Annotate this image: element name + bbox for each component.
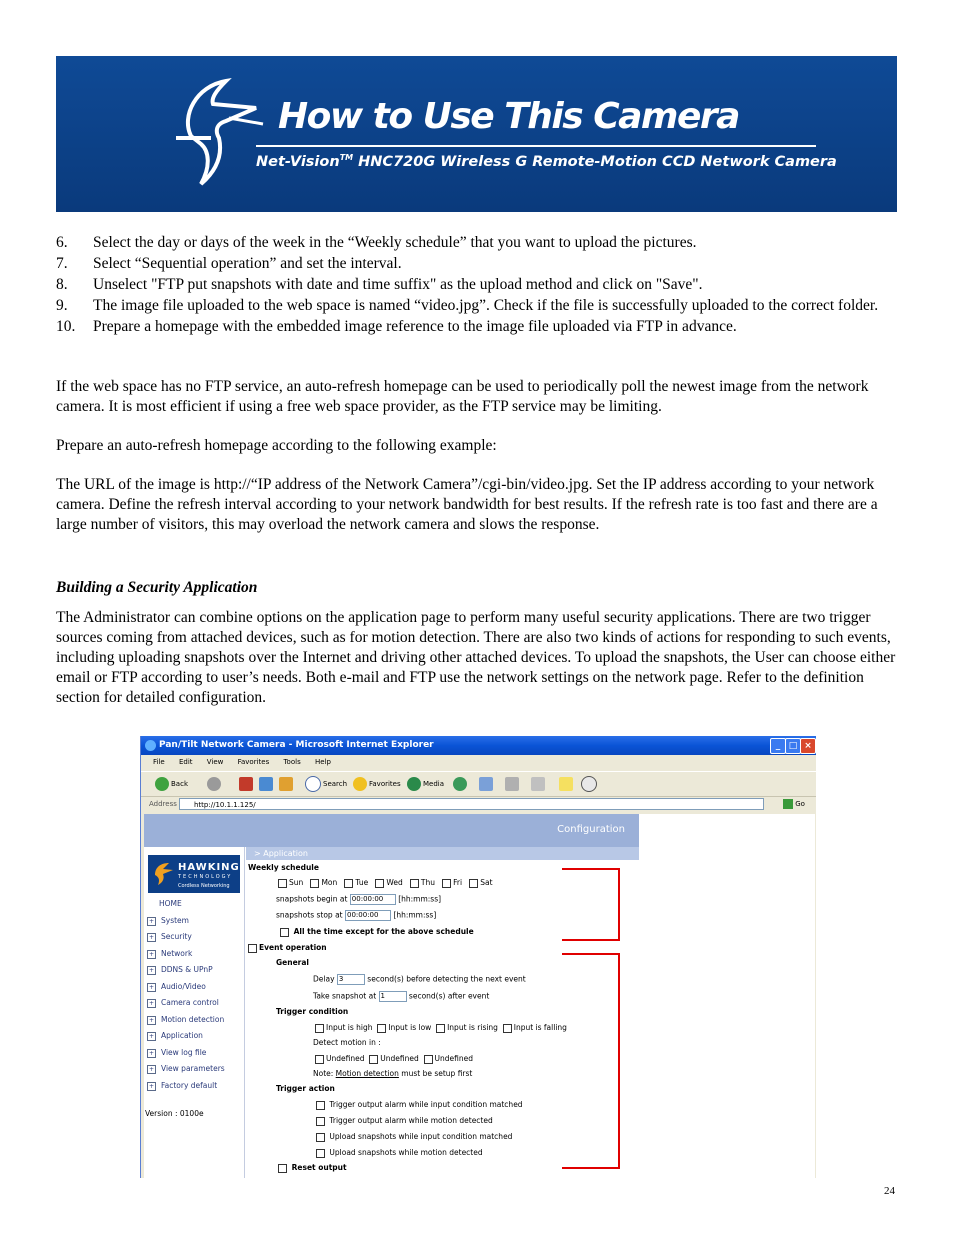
expand-icon: + [148,1016,155,1024]
motion-detection-link[interactable]: Motion detection [335,1069,399,1078]
minimize-button[interactable]: _ [770,738,786,754]
weekly-schedule-label: Weekly schedule [248,863,319,872]
page-content [144,814,815,1178]
checkbox-mon[interactable] [310,879,319,888]
expand-icon: + [148,966,155,974]
sidebar-item-system[interactable]: + System [148,916,189,925]
sidebar-item-security[interactable]: + Security [148,932,192,941]
configuration-title: Configuration [557,824,625,835]
begin-time-input[interactable]: 00:00:00 [350,894,396,905]
stop-time-input[interactable]: 00:00:00 [345,910,391,921]
address-label: Address [149,800,177,808]
list-item: 8. Unselect "FTP put snapshots with date and time suffix" as the upload method and click on "Save". [56,276,703,293]
all-time-row: All the time except for the above schedule [280,927,474,937]
menu-favorites[interactable]: Favorites [237,758,270,766]
expand-icon: + [148,1065,155,1073]
checkbox-input-high[interactable] [315,1024,324,1033]
home-button[interactable] [279,776,295,792]
paragraph: The Administrator can combine options on the application page to perform many useful security applications. There are two trigger sources coming from attached devices, such as for motion detection. There are also two kinds of actions for responding to such events, including uploading snapshots over the Internet and driving other attached devices. To upload the snapshots, the User can choose either email or FTP according to user’s needs. Both e-mail and FTP use the network settings on the network page. Refer to the definition section for detailed configuration. [56,609,896,706]
take-snapshot-input[interactable]: 1 [379,991,407,1002]
paragraph: The URL of the image is http://“IP address of the Network Camera”/cgi-bin/video.jpg. Set the IP address according to your network camera. Define the refresh interval according to your network bandwidth for best results. If the refresh rate is too fast and there are a large number of visitors, this may overload the network camera and slows the response. [56,476,878,533]
expand-icon: + [148,933,155,941]
notes-icon [559,777,573,791]
edit-icon [531,777,545,791]
go-button[interactable]: Go [783,796,805,813]
ie-icon [145,740,156,751]
sidebar-item-factory-default[interactable]: + Factory default [148,1081,218,1090]
sidebar-item-application[interactable]: + Application [148,1031,203,1040]
red-bracket-event [562,953,620,1169]
notes-button[interactable] [559,776,575,792]
refresh-icon [259,777,273,791]
expand-icon: + [148,917,155,925]
hawk-icon [153,861,175,887]
list-item: 10. Prepare a homepage with the embedded image reference to the image file uploaded via FTP in advance. [56,318,737,335]
sidebar-item-ddns[interactable]: + DDNS & UPnP [148,965,213,974]
stop-row: snapshots stop at 00:00:00 [hh:mm:ss] [276,910,437,920]
header-banner [56,56,897,212]
configuration-bar [144,814,639,847]
menu-help[interactable]: Help [314,758,331,766]
checkbox-event-operation[interactable] [248,944,257,953]
back-icon [155,777,169,791]
expand-icon: + [148,983,155,991]
checkbox-undefined-3[interactable] [424,1055,433,1064]
forward-icon [207,777,221,791]
refresh-button[interactable] [259,776,275,792]
banner-title: How to Use This Camera [278,96,739,137]
sidebar [144,847,245,1178]
expand-icon: + [148,1049,155,1057]
menu-bar [141,755,816,770]
search-button[interactable]: Search [305,776,347,792]
general-label: General [276,958,309,967]
address-input[interactable]: http://10.1.1.125/ [179,798,764,810]
hawk-logo-icon [171,76,271,191]
checkbox-undefined-2[interactable] [369,1055,378,1064]
delay-input[interactable]: 3 [337,974,365,985]
days-row: Sun Mon Tue Wed Thu Fri Sat [278,878,493,888]
edit-button[interactable] [531,776,547,792]
trigger-condition-label: Trigger condition [276,1007,349,1016]
print-button[interactable] [505,776,521,792]
forward-button[interactable] [207,776,223,792]
stop-button[interactable] [239,776,255,792]
toolbar [141,771,816,797]
action-row: Upload snapshots while input condition matched [316,1132,512,1142]
note-row: Note: Motion detection must be setup first [313,1069,473,1078]
go-icon [783,799,793,809]
list-item: 7. Select “Sequential operation” and set the interval. [56,255,402,272]
delay-row: Delay 3 second(s) before detecting the next event [313,974,526,984]
expand-icon: + [148,1082,155,1090]
home-icon [279,777,293,791]
page-number: 24 [884,1185,895,1197]
print-icon [505,777,519,791]
checkbox-action-2[interactable] [316,1117,325,1126]
media-icon [407,777,421,791]
history-button[interactable] [453,776,469,792]
menu-view[interactable]: View [206,758,224,766]
begin-row: snapshots begin at 00:00:00 [hh:mm:ss] [276,894,442,904]
checkbox-fri[interactable] [442,879,451,888]
close-button[interactable]: × [800,738,816,754]
sidebar-item-view-parameters[interactable]: + View parameters [148,1064,225,1073]
checkbox-tue[interactable] [344,879,353,888]
mail-icon [479,777,493,791]
menu-file[interactable]: File [153,758,165,766]
address-bar [141,796,816,813]
event-operation-row: Event operation [248,943,327,953]
checkbox-input-low[interactable] [377,1024,386,1033]
checkbox-all-time[interactable] [280,928,289,937]
checkbox-undefined-1[interactable] [315,1055,324,1064]
media-button[interactable]: Media [407,776,444,792]
back-button[interactable]: Back [155,776,188,792]
messenger-icon [581,776,597,792]
reset-output-row: Reset output [278,1163,347,1173]
checkbox-thu[interactable] [410,879,419,888]
checkbox-reset-output[interactable] [278,1164,287,1173]
sidebar-item-view-log[interactable]: + View log file [148,1048,207,1057]
hawking-logo: HAWKING TECHNOLOGY Cordless Networking [148,855,240,893]
undefined-row: Undefined Undefined Undefined [315,1054,473,1064]
menu-edit[interactable]: Edit [178,758,193,766]
banner-subtitle: Net-Vision™ HNC720G Wireless G Remote-Motion CCD Network Camera [256,153,837,170]
section-bar: > Application [246,847,639,860]
menu-tools[interactable]: Tools [283,758,301,766]
search-icon [305,776,321,792]
section-heading: Building a Security Application [56,579,258,596]
checkbox-input-rising[interactable] [436,1024,445,1033]
browser-screenshot [140,736,816,1178]
sidebar-item-camera-control[interactable]: + Camera control [148,998,219,1007]
sidebar-item-audio-video[interactable]: + Audio/Video [148,982,206,991]
expand-icon: + [148,950,155,958]
conditions-row: Input is high Input is low Input is rising Input is falling [315,1023,567,1033]
history-icon [453,777,467,791]
checkbox-sat[interactable] [469,879,478,888]
paragraph: Prepare an auto-refresh homepage according to the following example: [56,437,497,454]
version-label: Version : 0100e [145,1109,204,1118]
trigger-action-label: Trigger action [276,1084,335,1093]
action-row: Trigger output alarm while input condition matched [316,1100,523,1110]
star-icon [353,777,367,791]
stop-icon [239,777,253,791]
mail-button[interactable] [479,776,495,792]
banner-rule [256,145,816,147]
checkbox-input-falling[interactable] [503,1024,512,1033]
sidebar-item-network[interactable]: + Network [148,949,193,958]
take-snapshot-row: Take snapshot at 1 second(s) after event [313,991,490,1001]
checkbox-action-1[interactable] [316,1101,325,1110]
checkbox-wed[interactable] [375,879,384,888]
action-row: Trigger output alarm while motion detected [316,1116,493,1126]
messenger-button[interactable] [581,776,599,792]
red-bracket-schedule [562,868,620,941]
detect-motion-label: Detect motion in : [313,1038,381,1047]
window-title: Pan/Tilt Network Camera - Microsoft Internet Explorer [159,740,434,750]
window-titlebar [141,736,816,755]
expand-icon: + [148,999,155,1007]
expand-icon: + [148,1032,155,1040]
checkbox-action-4[interactable] [316,1149,325,1158]
steps-list [56,233,897,337]
maximize-button[interactable]: □ [785,738,801,754]
sidebar-item-home[interactable]: HOME [159,899,182,908]
favorites-button[interactable]: Favorites [353,776,401,792]
list-item: 6. Select the day or days of the week in the “Weekly schedule” that you want to upload the pictures. [56,234,697,251]
action-row: Upload snapshots while motion detected [316,1148,483,1158]
paragraph: If the web space has no FTP service, an auto-refresh homepage can be used to periodically poll the newest image from the network camera. It is most efficient if using a free web space provider, as the FTP service may be limiting. [56,378,869,415]
sidebar-item-motion-detection[interactable]: + Motion detection [148,1015,225,1024]
checkbox-action-3[interactable] [316,1133,325,1142]
list-item: 9. The image file uploaded to the web space is named “video.jpg”. Check if the file is successfully uploaded to the correct folder. [56,297,879,314]
checkbox-sun[interactable] [278,879,287,888]
